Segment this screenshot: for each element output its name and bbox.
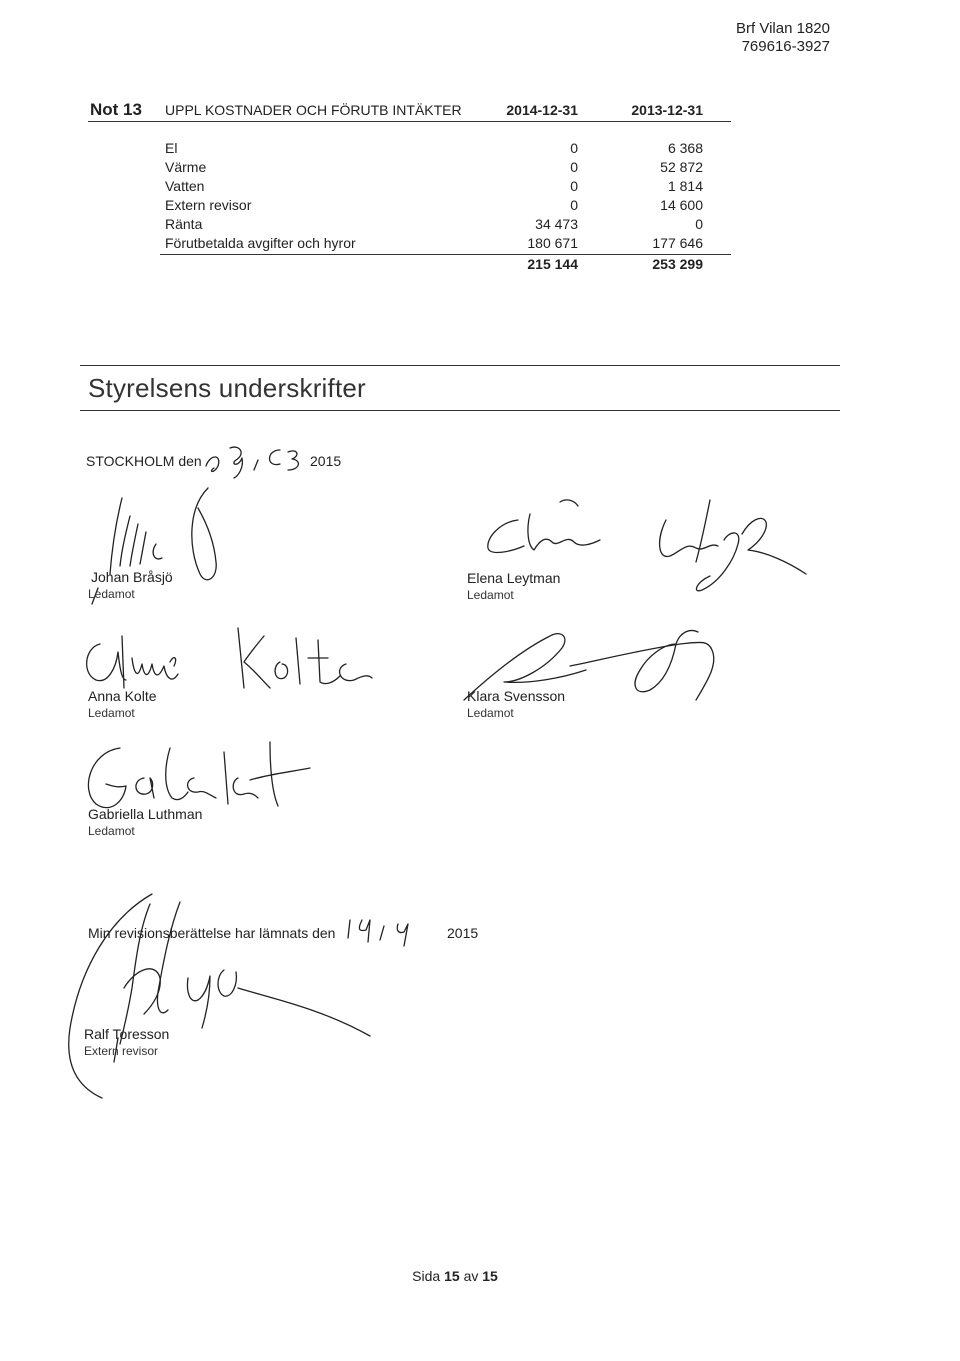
signer-role: Ledamot: [467, 588, 514, 602]
row-value-2014: 34 473: [535, 216, 578, 232]
row-value-2014: 180 671: [527, 235, 578, 251]
total-2013: 253 299: [652, 256, 703, 272]
page-total: 15: [482, 1268, 498, 1284]
row-label: El: [165, 140, 178, 156]
row-value-2013: 52 872: [660, 159, 703, 175]
auditor-name: Ralf Toresson: [84, 1026, 170, 1042]
auditor-role: Extern revisor: [84, 1044, 159, 1058]
table-row: [0, 178, 960, 196]
table-row: [0, 235, 960, 253]
signatures-heading: Styrelsens underskrifter: [88, 373, 366, 403]
table-row: [0, 159, 960, 177]
page-prefix: Sida: [412, 1268, 441, 1284]
audit-statement: Min revisionsberättelse har lämnats den: [88, 925, 336, 941]
row-value-2013: 1 814: [667, 178, 703, 194]
signer-role: Ledamot: [88, 706, 135, 720]
signature-ralf-toresson: [40, 888, 380, 1108]
handwritten-date: [200, 440, 310, 480]
signer-role: Ledamot: [88, 824, 135, 838]
col-header-2013: 2013-12-31: [631, 102, 703, 118]
table-sum-rule: [160, 254, 731, 255]
row-label: Extern revisor: [165, 197, 252, 213]
signer-name: Gabriella Luthman: [88, 806, 203, 822]
row-label: Värme: [165, 159, 207, 175]
note-label: Not 13: [90, 100, 142, 119]
signature-elena-leytman: [470, 490, 810, 610]
row-label: Förutbetalda avgifter och hyror: [165, 235, 356, 251]
signing-place: STOCKHOLM den: [86, 453, 202, 469]
page-number: [0, 1268, 910, 1284]
row-value-2014: 0: [570, 140, 578, 156]
row-value-2014: 0: [570, 197, 578, 213]
section-rule-bottom: [80, 410, 840, 411]
row-label: Ränta: [165, 216, 203, 232]
signer-name: Anna Kolte: [88, 688, 157, 704]
signer-name: Klara Svensson: [467, 688, 566, 704]
row-value-2013: 6 368: [667, 140, 703, 156]
org-name: Brf Vilan 1820: [736, 20, 830, 37]
table-total-row: [0, 256, 960, 274]
signer-role: Ledamot: [88, 587, 135, 601]
signer-name: Johan Bråsjö: [91, 569, 173, 585]
audit-year: 2015: [447, 925, 479, 941]
row-value-2013: 0: [695, 216, 703, 232]
page-current: 15: [444, 1268, 460, 1284]
note-title: UPPL KOSTNADER OCH FÖRUTB INTÄKTER: [165, 102, 462, 118]
signer-name: Elena Leytman: [467, 570, 561, 586]
signature-anna-kolte: [78, 618, 378, 698]
col-header-2014: 2014-12-31: [506, 102, 578, 118]
total-2014: 215 144: [527, 256, 578, 272]
signer-role: Ledamot: [467, 706, 514, 720]
row-value-2013: 177 646: [652, 235, 703, 251]
row-value-2014: 0: [570, 178, 578, 194]
row-value-2014: 0: [570, 159, 578, 175]
signature-klara-svensson: [450, 620, 750, 720]
table-row: [0, 216, 960, 234]
signing-year: 2015: [310, 453, 342, 469]
row-label: Vatten: [165, 178, 205, 194]
section-rule-top: [80, 365, 840, 366]
page-separator: av: [463, 1268, 479, 1284]
row-value-2013: 14 600: [660, 197, 703, 213]
table-row: [0, 140, 960, 158]
table-row: [0, 197, 960, 215]
table-header-rule: [88, 121, 731, 122]
org-number: 769616-3927: [741, 38, 830, 55]
